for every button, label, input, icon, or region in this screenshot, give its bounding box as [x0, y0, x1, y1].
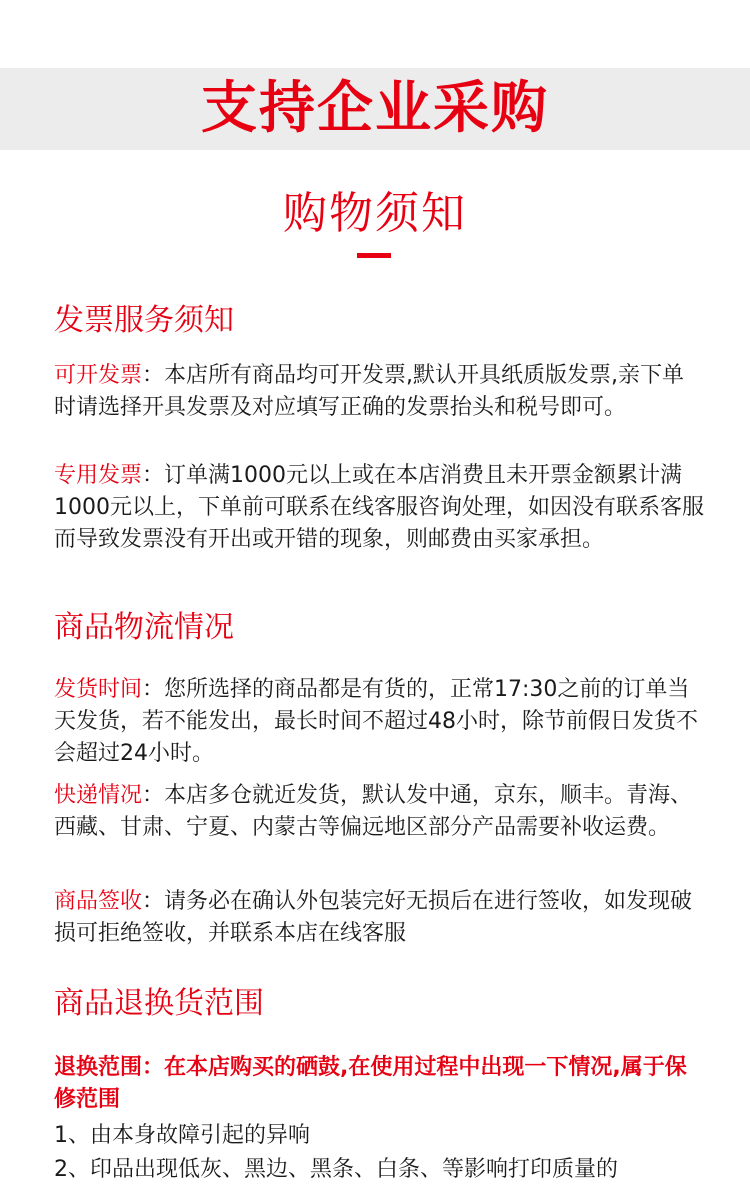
section-heading-returns: 商品退换货范围: [54, 986, 264, 1021]
title-underline: [357, 253, 391, 258]
text-returns-scope: 退换范围：在本店购买的硒鼓,在使用过程中出现一下情况,属于保修范围: [54, 1055, 687, 1112]
top-banner: [0, 68, 750, 150]
list-item: 1、由本身故障引起的异响: [54, 1123, 310, 1148]
paragraph-receipt: [54, 886, 704, 950]
label-shipping-time: 发货时间: [54, 677, 143, 702]
text-courier: ：本店多仓就近发货，默认发中通，京东，顺丰。青海、西藏、甘肃、宁夏、内蒙古等偏远地区部分产品需要补收运费。: [54, 783, 693, 840]
paragraph-courier: [54, 780, 704, 844]
paragraph-invoice-available: [54, 360, 704, 424]
text-shipping-time: ：您所选择的商品都是有货的，正常17:30之前的订单当天发货，若不能发出，最长时间不超过48小时，除节前假日发货不会超过24小时。: [54, 677, 698, 766]
section-heading-invoice: 发票服务须知: [54, 303, 234, 338]
page-title: 购物须知: [283, 188, 467, 239]
text-invoice-available: ：本店所有商品均可开发票,默认开具纸质版发票,亲下单时请选择开具发票及对应填写正确的发票抬头和税号即可。: [54, 363, 685, 420]
text-special-invoice: ：订单满1000元以上或在本店消费且未开票金额累计满1000元以上，下单前可联系在线客服咨询处理，如因没有联系客服而导致发票没有开出或开错的现象，则邮费由买家承担。: [54, 463, 704, 552]
label-receipt: 商品签收: [54, 889, 143, 914]
paragraph-returns-scope: [54, 1052, 704, 1116]
label-special-invoice: 专用发票: [54, 463, 143, 488]
paragraph-special-invoice: [54, 460, 704, 556]
paragraph-shipping-time: [54, 674, 704, 770]
label-courier: 快递情况: [54, 783, 143, 808]
banner-title: 支持企业采购: [201, 76, 549, 141]
text-receipt: ：请务必在确认外包装完好无损后在进行签收，如发现破损可拒绝签收，并联系本店在线客服: [54, 889, 693, 946]
section-heading-logistics: 商品物流情况: [54, 610, 234, 645]
list-item: 2、印品出现低灰、黑边、黑条、白条、等影响打印质量的: [54, 1157, 618, 1182]
label-invoice-available: 可开发票: [54, 363, 143, 388]
